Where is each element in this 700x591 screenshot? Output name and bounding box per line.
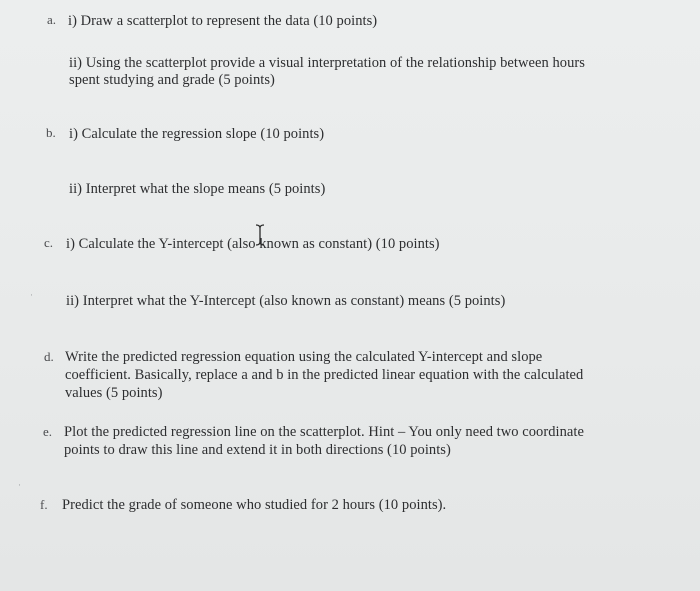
question-d-marker: d. — [44, 349, 54, 364]
question-e-line1: Plot the predicted regression line on the scatterplot. Hint – You only need two coordinate — [64, 424, 584, 440]
question-e-marker: e. — [43, 424, 53, 439]
stray-dot-mark: · — [18, 480, 21, 490]
question-d-line3: values (5 points) — [65, 385, 163, 401]
question-c-part2: ii) Interpret what the Y-Intercept (also known as constant) means (5 points) — [66, 293, 506, 309]
question-d-line1: Write the predicted regression equation using the calculated Y-intercept and slope — [65, 349, 543, 365]
question-b-part2: ii) Interpret what the slope means (5 points) — [69, 181, 326, 197]
question-a-part1: i) Draw a scatterplot to represent the data (10 points) — [68, 13, 378, 29]
question-e-line2: points to draw this line and extend it in both directions (10 points) — [64, 442, 451, 458]
question-c-marker: c. — [44, 235, 54, 250]
text-cursor-icon — [255, 224, 265, 246]
question-b-marker: b. — [46, 125, 56, 140]
question-f-line1: Predict the grade of someone who studied for 2 hours (10 points). — [62, 497, 447, 513]
question-a-part2-line1: ii) Using the scatterplot provide a visual interpretation of the relationship between hours — [69, 55, 585, 71]
question-a-part2-line2: spent studying and grade (5 points) — [69, 72, 275, 88]
stray-tick-mark: · — [30, 290, 33, 300]
question-f-marker: f. — [40, 497, 48, 512]
question-a-marker: a. — [47, 12, 57, 27]
question-d-line2: coefficient. Basically, replace a and b in the predicted linear equation with the calculated — [65, 367, 584, 383]
question-c-part1: i) Calculate the Y-intercept (also known as constant) (10 points) — [66, 236, 440, 252]
question-b-part1: i) Calculate the regression slope (10 points) — [69, 126, 325, 142]
